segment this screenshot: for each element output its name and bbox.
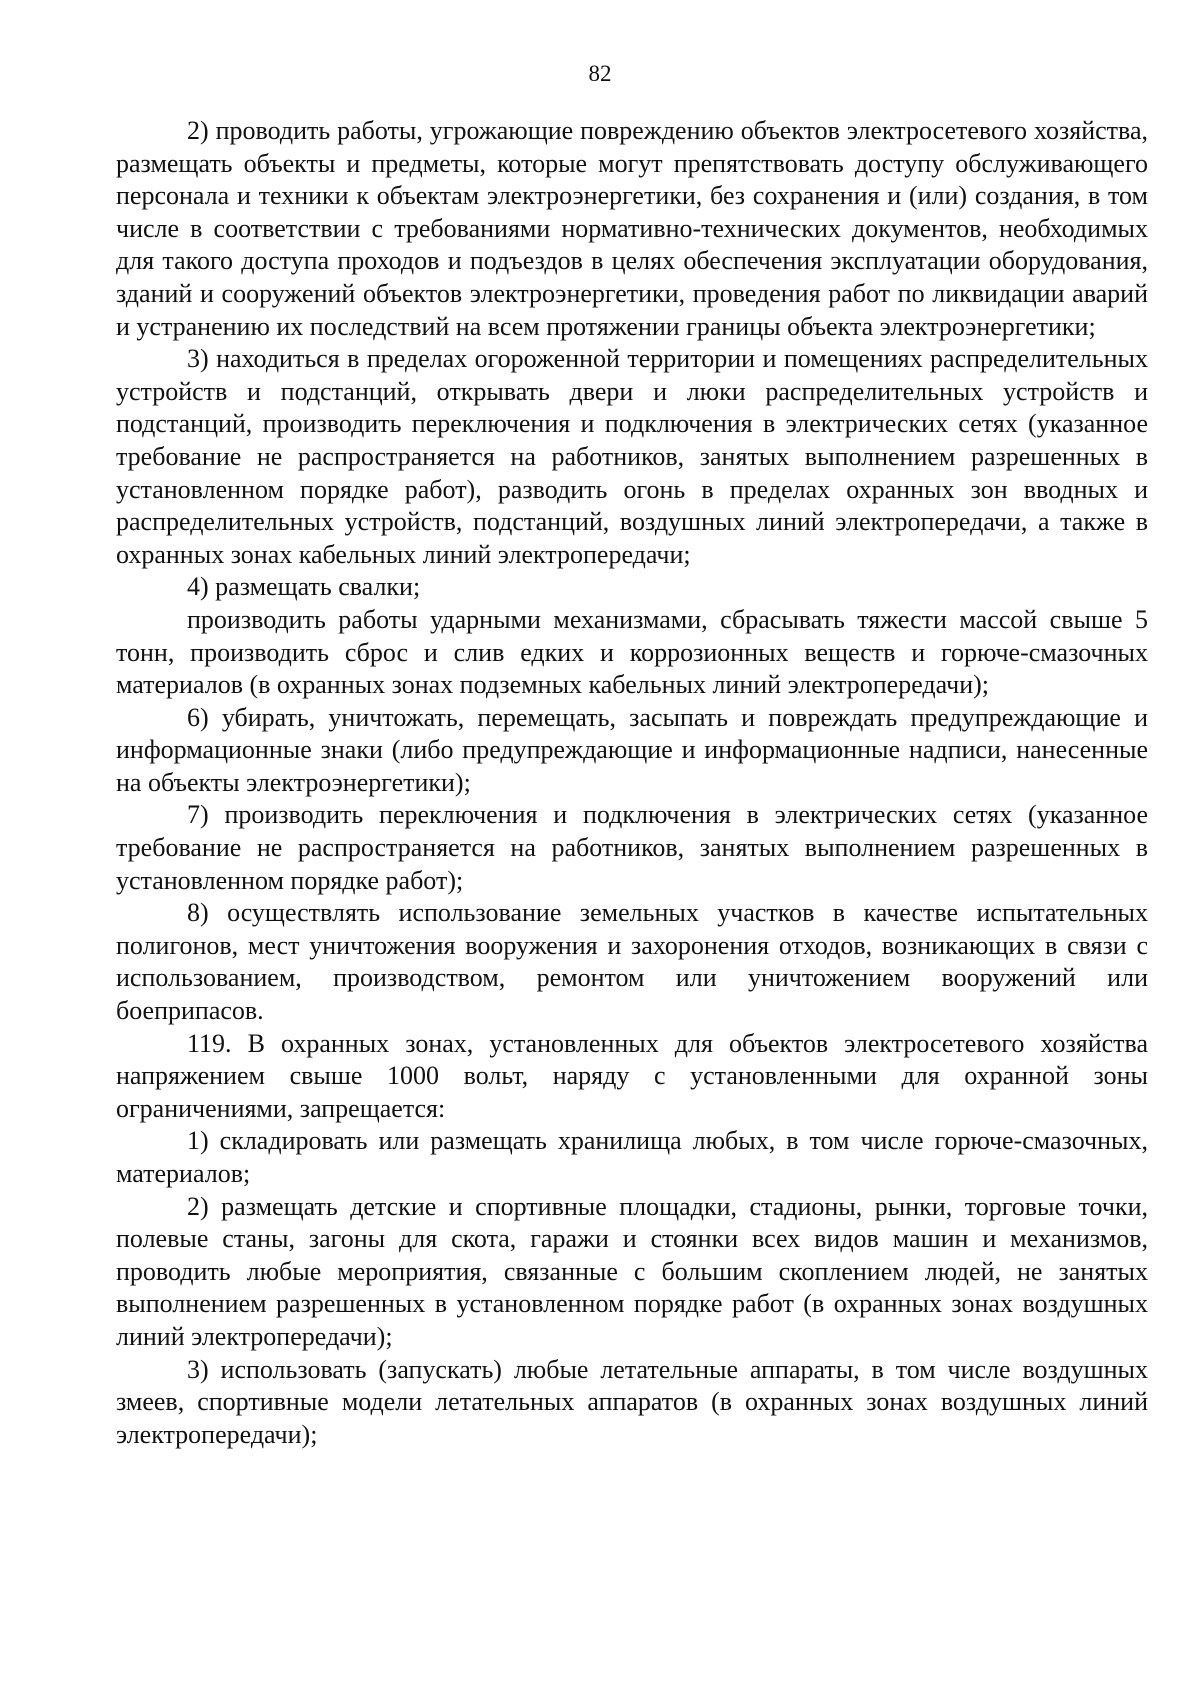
- paragraph-item-6: 6) убирать, уничтожать, перемещать, засыпать и повреждать предупреждающие и информационные знаки (либо предупреждающие и информационные надписи, нанесенные на объекты электроэнергетики);: [116, 702, 1148, 797]
- paragraph-item-2: 2) проводить работы, угрожающие повреждению объектов электросетевого хозяйства, размещать объекты и предметы, которые могут препятствовать доступу обслуживающего персонала и техники к объектам электроэнергетики, без сохранения и (или) создания, в том числе в соответствии с требованиями нормативно-технических документов, необходимых для такого доступа проходов и подъездов в целях обеспечения эксплуатации оборудования, зданий и сооружений объектов электроэнергетики, проведения работ по ликвидации аварий и устранению их последствий на всем протяжении границы объекта электроэнергетики;: [116, 116, 1148, 341]
- paragraph-section-119: 119. В охранных зонах, установленных для объектов электросетевого хозяйства напряжением свыше 1000 вольт, наряду с установленными для охранной зоны ограничениями, запрещается:: [116, 1028, 1148, 1123]
- paragraph-item-4: 4) размещать свалки;: [187, 572, 421, 602]
- paragraph-item-7: 7) производить переключения и подключения в электрических сетях (указанное требование не распространяется на работников, занятых выполнением разрешенных в установленном порядке работ);: [116, 800, 1148, 895]
- paragraph-119-item-1: 1) складировать или размещать хранилища любых, в том числе горюче-смазочных, материалов;: [116, 1126, 1148, 1188]
- paragraph-item-3: 3) находиться в пределах огороженной территории и помещениях распределительных устройств и подстанций, открывать двери и люки распределительных устройств и подстанций, производить переключения и подключения в электрических сетях (указанное требование не распространяется на работников, занятых выполнением разрешенных в установленном порядке работ), разводить огонь в пределах охранных зон вводных и распределительных устройств, подстанций, воздушных линий электропередачи, а также в охранных зонах кабельных линий электропередачи;: [116, 344, 1148, 569]
- paragraph-item-5: производить работы ударными механизмами, сбрасывать тяжести массой свыше 5 тонн, производить сброс и слив едких и коррозионных веществ и горюче-смазочных материалов (в охранных зонах подземных кабельных линий электропередачи);: [116, 604, 1148, 700]
- document-body: [116, 115, 1148, 1451]
- paragraph-119-item-2: 2) размещать детские и спортивные площадки, стадионы, рынки, торговые точки, полевые станы, загоны для скота, гаражи и стоянки всех видов машин и механизмов, проводить любые мероприятия, связанные с большим скоплением людей, не занятых выполнением разрешенных в установленном порядке работ (в охранных зонах воздушных линий электропередачи);: [116, 1191, 1148, 1351]
- paragraph-item-8: 8) осуществлять использование земельных участков в качестве испытательных полигонов, мест уничтожения вооружения и захоронения отходов, возникающих в связи с использованием, производством, ремонтом или уничтожением вооружений или боеприпасов.: [116, 898, 1148, 1026]
- paragraph-119-item-3: 3) использовать (запускать) любые летательные аппараты, в том числе воздушных змеев, спортивные модели летательных аппаратов (в охранных зонах воздушных линий электропередачи);: [116, 1354, 1148, 1449]
- page-number: 82: [588, 61, 612, 86]
